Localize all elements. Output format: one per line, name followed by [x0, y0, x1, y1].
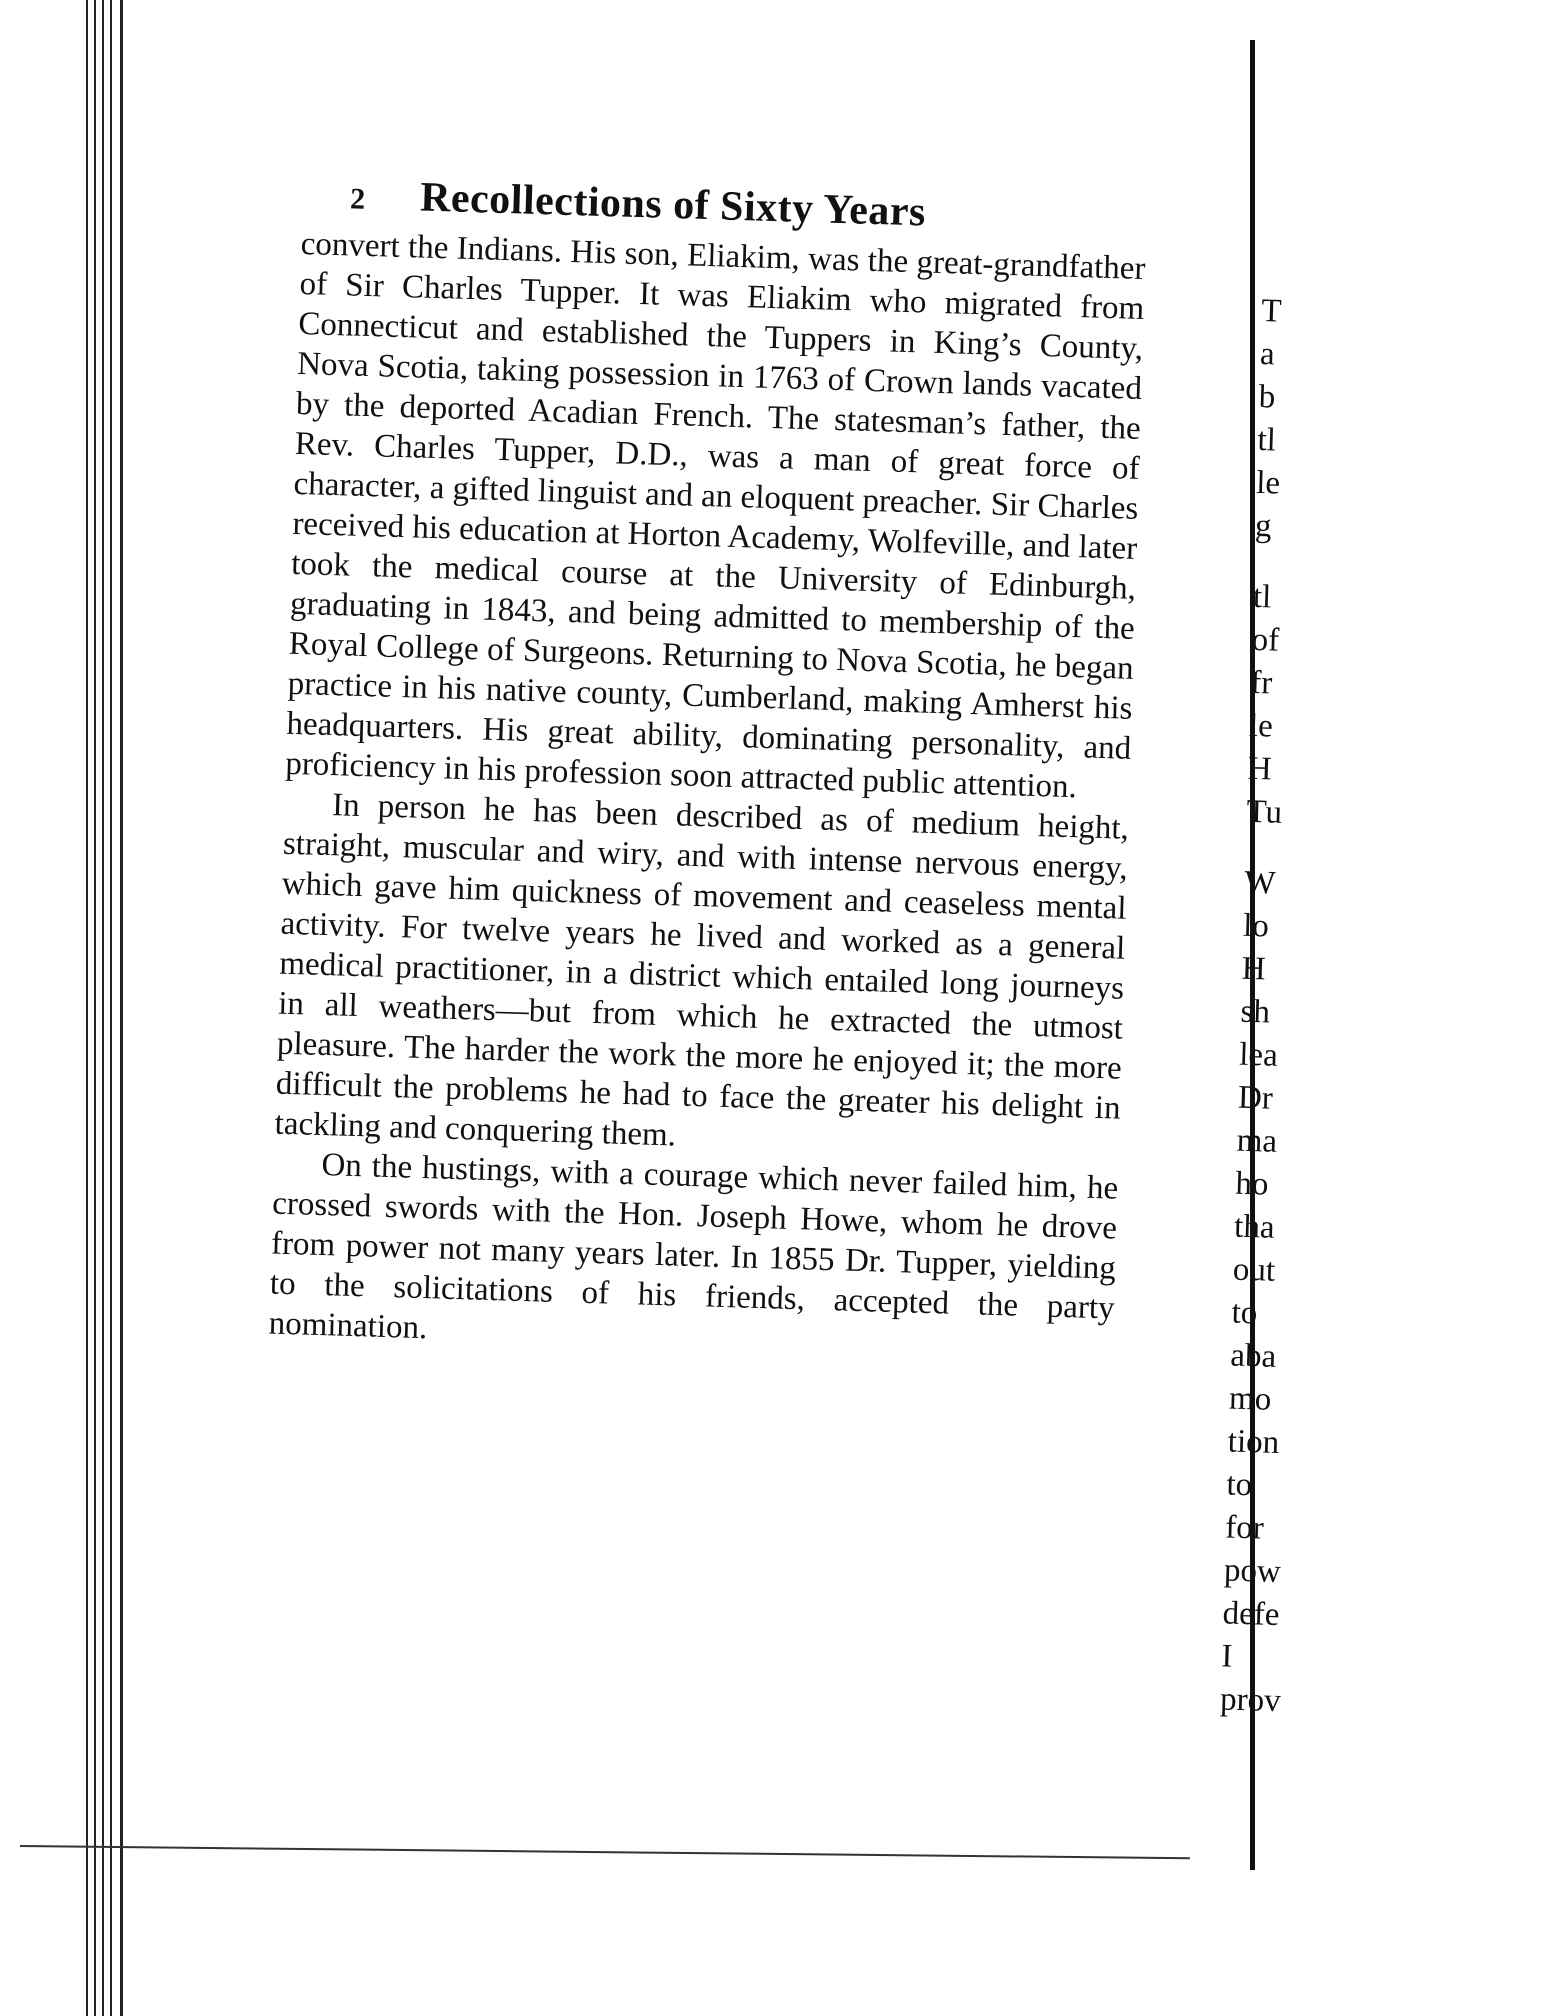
facing-page-fragment: Dr: [1237, 1079, 1274, 1117]
facing-page-fragment: Tu: [1245, 793, 1283, 831]
facing-page-fragment: ma: [1236, 1122, 1278, 1160]
body-text: [268, 224, 1146, 1369]
facing-page-fragment: W: [1243, 864, 1277, 902]
facing-page-text: [1220, 290, 1562, 1730]
page-edge: [110, 0, 112, 2016]
facing-page-fragment: le: [1255, 464, 1281, 502]
page-text-block: [268, 170, 1147, 1369]
facing-page-fragment: a: [1259, 335, 1276, 373]
facing-page-fragment: H: [1247, 750, 1273, 788]
facing-page-fragment: tl: [1257, 421, 1277, 459]
facing-page-fragment: of: [1251, 621, 1280, 659]
facing-page-fragment: T: [1260, 292, 1283, 330]
facing-page-fragment: g: [1254, 507, 1273, 545]
facing-page-fragment: tion: [1227, 1423, 1280, 1462]
facing-page: [1219, 0, 1320, 2016]
facing-page-fragment: I: [1220, 1638, 1233, 1675]
facing-page-fragment: ho: [1234, 1165, 1269, 1203]
facing-page-fragment: to: [1226, 1466, 1253, 1504]
paragraph: In person he has been described as of medium height, straight, muscular and wiry, and with intense nervous energy, which gave him quickness of movement and ceaseless mental activity. For twelve years he lived and worked as a general medical practitioner, in a district which entailed long journeys in all weathers—but from which he extracted the utmost pleasure. The harder the work the more he enjoyed it; the more difficult the problems he had to face the greater his delight in tackling and conquering them.: [274, 787, 1130, 1154]
facing-page-fragment: prov: [1219, 1681, 1282, 1720]
facing-page-fragment: b: [1258, 378, 1276, 416]
facing-page-fragment: H: [1241, 950, 1267, 988]
page-edge: [86, 0, 88, 2016]
facing-page-fragment: defe: [1222, 1595, 1281, 1634]
facing-page-fragment: tl: [1252, 578, 1272, 616]
facing-page-fragment: fr: [1249, 664, 1273, 702]
facing-page-fragment: lo: [1242, 907, 1270, 945]
paragraph: convert the Indians. His son, Eliakim, was the great-grandfather of Sir Charles Tupper. It was Eliakim who migrated from Connecticut and established the Tuppers in King’s County, Nova Scotia, taking possession in 1763 of Crown lands vacated by the deported Acadian French. The statesman’s father, the Rev. Charles Tupper, D.D., was a man of great force of character, a gifted linguist and an eloquent preacher. Sir Charles received his education at Horton Academy, Wolfeville, and later took the medical course at the University of Edinburgh, graduating in 1843, and being admitted to membership of the Royal College of Surgeons. Returning to Nova Scotia, he began practice in his native county, Cumberland, making Amherst his headquarters. His great ability, dominating personality, and proficiency in his profession soon attracted public attention.: [284, 225, 1146, 806]
page-edge: [102, 0, 104, 2016]
page-number: 2: [349, 182, 366, 216]
facing-page-fragment: mo: [1228, 1380, 1272, 1418]
facing-page-fragment: aba: [1229, 1337, 1277, 1375]
facing-page-fragment: for: [1224, 1509, 1265, 1547]
paragraph: On the hustings, with a courage which never failed him, he crossed swords with the Hon. Joseph Howe, whom he drove from power not many years later. In 1855 Dr. Tupper, yielding to the solicitations of his friends, accepted the party nomination.: [268, 1146, 1119, 1347]
facing-page-fragment: le: [1248, 707, 1274, 745]
facing-page-fragment: pow: [1223, 1552, 1282, 1591]
running-head-title: Recollections of Sixty Years: [419, 174, 927, 236]
page-edge: [120, 0, 123, 2016]
facing-page-fragment: lea: [1238, 1036, 1279, 1074]
page-edge: [94, 0, 96, 2016]
facing-page-fragment: sh: [1240, 993, 1271, 1031]
facing-page-fragment: out: [1232, 1251, 1276, 1289]
facing-page-fragment: tha: [1233, 1208, 1276, 1246]
facing-page-fragment: to: [1231, 1294, 1258, 1332]
